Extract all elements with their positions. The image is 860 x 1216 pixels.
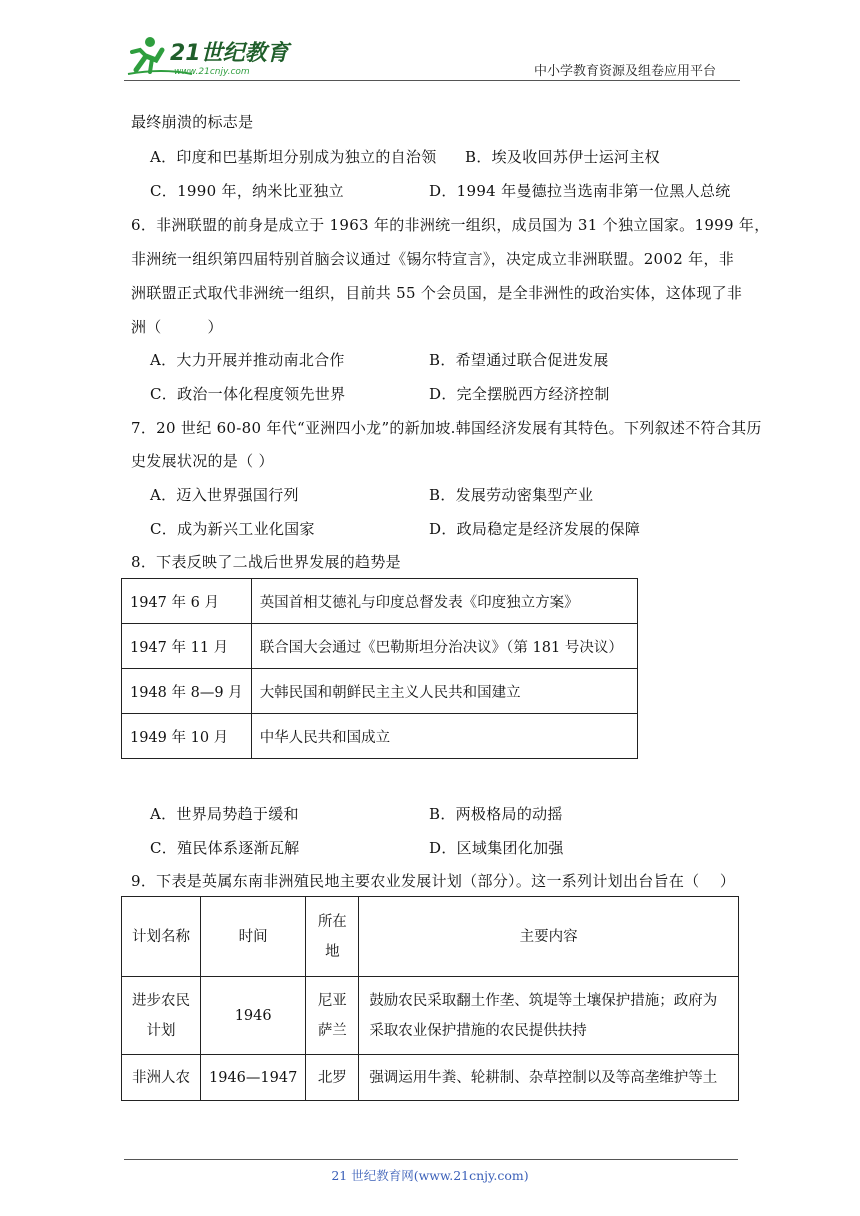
table-row	[122, 714, 638, 759]
table-cell-content: 强调运用牛粪、轮耕制、杂草控制以及等高垄维护等土	[359, 1055, 739, 1101]
q5-option-b[interactable]: B．埃及收回苏伊士运河主权	[465, 148, 660, 166]
table-cell-date: 1948 年 8—9 月	[122, 669, 252, 714]
site-title: 中小学教育资源及组卷应用平台	[534, 64, 717, 79]
q6-stem-line: 6．非洲联盟的前身是成立于 1963 年的非洲统一组织，成员国为 31 个独立国家。1999 年，	[131, 216, 770, 234]
table-cell-content: 鼓励农民采取翻土作垄、筑堤等土壤保护措施；政府为采取农业保护措施的农民提供扶持	[359, 977, 739, 1055]
table-header-cell: 时间	[201, 897, 306, 977]
q7-option-d[interactable]: D．政局稳定是经济发展的保障	[429, 520, 641, 538]
table-cell-plan: 非洲人农	[122, 1055, 201, 1101]
table-cell-date: 1949 年 10 月	[122, 714, 252, 759]
table-header-cell: 计划名称	[122, 897, 201, 977]
q6-option-c[interactable]: C．政治一体化程度领先世界	[150, 385, 346, 403]
q6-option-d[interactable]: D．完全摆脱西方经济控制	[429, 385, 610, 403]
logo-url: www.21cnjy.com	[174, 67, 250, 77]
table-row	[122, 579, 638, 624]
table-cell-event: 联合国大会通过《巴勒斯坦分治决议》（第 181 号决议）	[251, 624, 637, 669]
table-cell-date: 1947 年 11 月	[122, 624, 252, 669]
q7-stem-line: 7．20 世纪 60-80 年代“亚洲四小龙”的新加坡.韩国经济发展有其特色。下列叙述不符合其历	[131, 419, 762, 437]
table-row	[122, 669, 638, 714]
table-cell-time: 1946	[201, 977, 306, 1055]
q6-option-b[interactable]: B．希望通过联合促进发展	[429, 351, 609, 369]
q5-option-d[interactable]: D．1994 年曼德拉当选南非第一位黑人总统	[429, 182, 731, 200]
table-cell-location: 北罗	[306, 1055, 359, 1101]
site-logo[interactable]	[122, 30, 292, 80]
q8-option-d[interactable]: D．区域集团化加强	[429, 839, 564, 857]
q7-option-b[interactable]: B．发展劳动密集型产业	[429, 486, 594, 504]
table-cell-time: 1946—1947	[201, 1055, 306, 1101]
table-cell-event: 中华人民共和国成立	[251, 714, 637, 759]
header-divider	[124, 80, 740, 81]
table-cell-date: 1947 年 6 月	[122, 579, 252, 624]
table-cell-event: 大韩民国和朝鲜民主主义人民共和国建立	[251, 669, 637, 714]
table-cell-event: 英国首相艾德礼与印度总督发表《印度独立方案》	[251, 579, 637, 624]
q5-option-a[interactable]: A．印度和巴基斯坦分别成为独立的自治领	[150, 148, 437, 166]
q7-option-c[interactable]: C．成为新兴工业化国家	[150, 520, 315, 538]
q6-stem-line: 洲联盟正式取代非洲统一组织，目前共 55 个会员国，是全非洲性的政治实体，这体现了非	[131, 284, 743, 302]
q9-stem: 9．下表是英属东南非洲殖民地主要农业发展计划（部分）。这一系列计划出台旨在（ ）	[131, 872, 736, 890]
footer-link[interactable]: 21 世纪教育网(www.21cnjy.com)	[331, 1168, 529, 1183]
q6-stem-line: 非洲统一组织第四届特别首脑会议通过《锡尔特宣言》，决定成立非洲联盟。2002 年，非	[131, 250, 735, 268]
q7-option-a[interactable]: A．迈入世界强国行列	[150, 486, 299, 504]
table-row	[122, 977, 739, 1055]
table-header-cell: 所在地	[306, 897, 359, 977]
q7-stem-line: 史发展状况的是（ ）	[131, 452, 274, 470]
q5-stem-tail: 最终崩溃的标志是	[131, 113, 254, 131]
q8-option-c[interactable]: C．殖民体系逐渐瓦解	[150, 839, 300, 857]
table-header-row	[122, 897, 739, 977]
table-cell-plan: 进步农民计划	[122, 977, 201, 1055]
table-header-cell: 主要内容	[359, 897, 739, 977]
q5-option-c[interactable]: C．1990 年，纳米比亚独立	[150, 182, 344, 200]
footer-divider	[124, 1159, 738, 1160]
q8-option-b[interactable]: B．两极格局的动摇	[429, 805, 563, 823]
table-row	[122, 1055, 739, 1101]
q6-option-a[interactable]: A．大力开展并推动南北合作	[150, 351, 345, 369]
q8-stem: 8．下表反映了二战后世界发展的趋势是	[131, 553, 401, 571]
table-row	[122, 624, 638, 669]
q8-option-a[interactable]: A．世界局势趋于缓和	[150, 805, 299, 823]
table-cell-location: 尼亚萨兰	[306, 977, 359, 1055]
runner-logo-icon	[122, 30, 292, 80]
logo-text: 21世纪教育	[170, 41, 289, 66]
q6-stem-line: 洲（ ）	[131, 318, 223, 336]
q9-table	[121, 896, 739, 1101]
q8-table	[121, 578, 638, 759]
